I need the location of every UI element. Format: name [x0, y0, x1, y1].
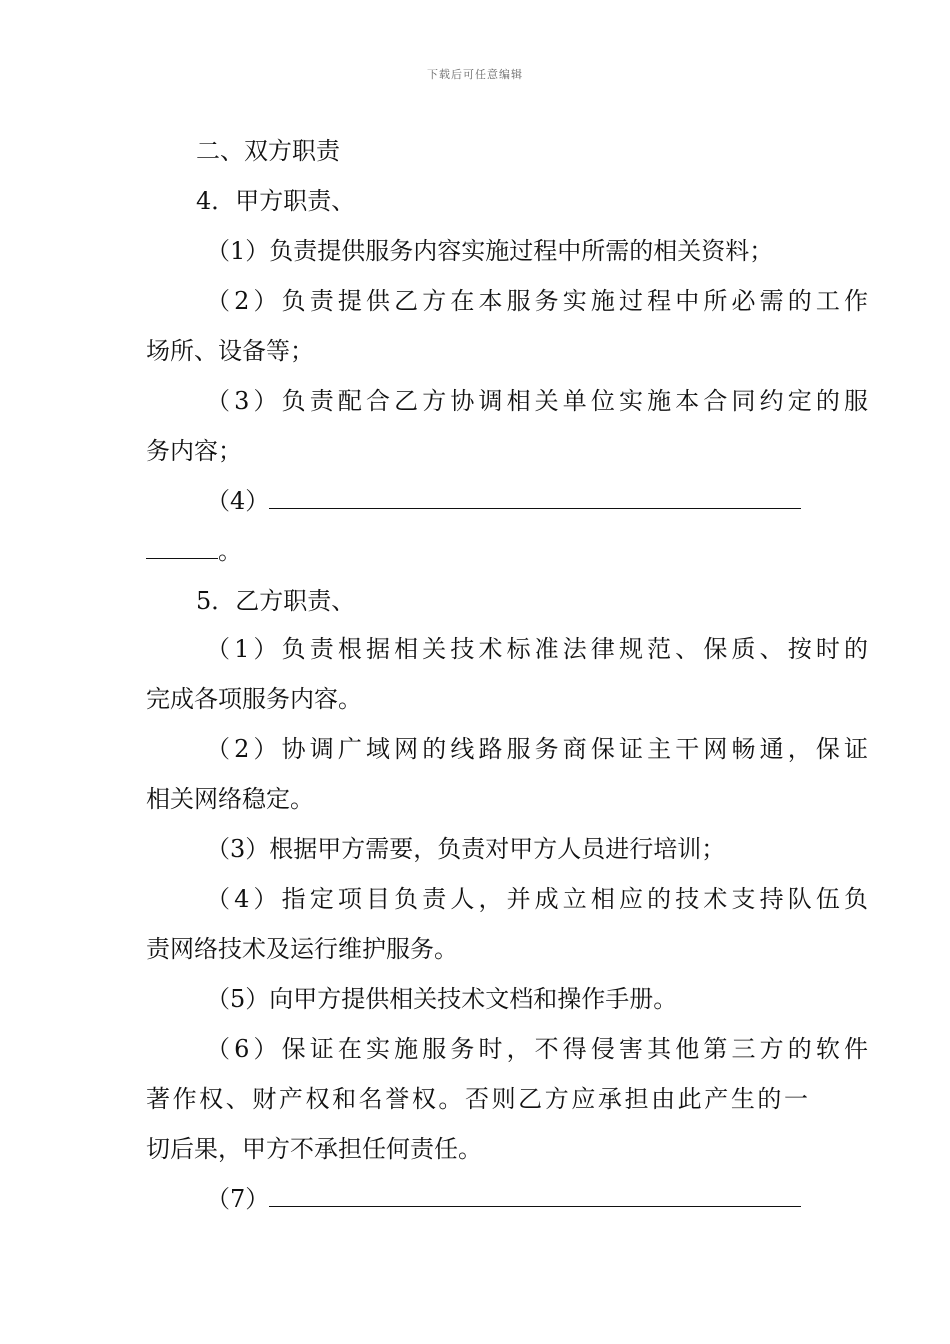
party-b-title: 5．乙方职责、	[196, 587, 356, 615]
party-b-item-4-line-2: 责网络技术及运行维护服务。	[146, 935, 458, 963]
party-b-item-2-line-2: 相关网络稳定。	[146, 785, 314, 813]
party-b-item-7-label: （7）	[206, 1185, 270, 1213]
party-b-item-1-line-1: （1）负责根据相关技术标准法律规范、保质、按时的	[206, 635, 868, 663]
party-b-item-7	[146, 1184, 868, 1214]
party-a-item-3-line-1: （3）负责配合乙方协调相关单位实施本合同约定的服	[206, 387, 868, 415]
fill-in-blank	[146, 538, 218, 559]
party-a-item-2-line-1: （2）负责提供乙方在本服务实施过程中所必需的工作	[206, 287, 868, 315]
party-b-item-2-line-1: （2）协调广域网的线路服务商保证主干网畅通，保证	[206, 735, 868, 763]
party-a-item-4	[146, 486, 868, 516]
party-b-item-6-line-2: 著作权、财产权和名誉权。否则乙方应承担由此产生的一	[146, 1085, 808, 1113]
party-b-item-5: （5）向甲方提供相关技术文档和操作手册。	[206, 985, 678, 1013]
section-title: 二、双方职责	[196, 137, 340, 165]
fill-in-blank	[269, 1186, 801, 1207]
party-a-item-4-end: 。	[218, 537, 242, 565]
party-b-item-4-line-1: （4）指定项目负责人，并成立相应的技术支持队伍负	[206, 885, 868, 913]
page-header: 下载后可任意编辑	[427, 68, 523, 81]
party-a-item-2-line-2: 场所、设备等；	[146, 337, 314, 365]
party-b-item-3: （3）根据甲方需要，负责对甲方人员进行培训；	[206, 835, 726, 863]
party-b-item-1-line-2: 完成各项服务内容。	[146, 685, 362, 713]
fill-in-blank	[269, 488, 801, 509]
party-a-item-3-line-2: 务内容；	[146, 437, 242, 465]
party-a-title: 4．甲方职责、	[196, 187, 356, 215]
party-b-item-6-line-1: （6）保证在实施服务时，不得侵害其他第三方的软件	[206, 1035, 868, 1063]
party-b-item-6-line-3: 切后果，甲方不承担任何责任。	[146, 1135, 482, 1163]
party-a-item-1: （1）负责提供服务内容实施过程中所需的相关资料；	[206, 237, 774, 265]
party-a-item-4-continuation	[146, 536, 808, 566]
party-a-item-4-label: （4）	[206, 487, 270, 515]
